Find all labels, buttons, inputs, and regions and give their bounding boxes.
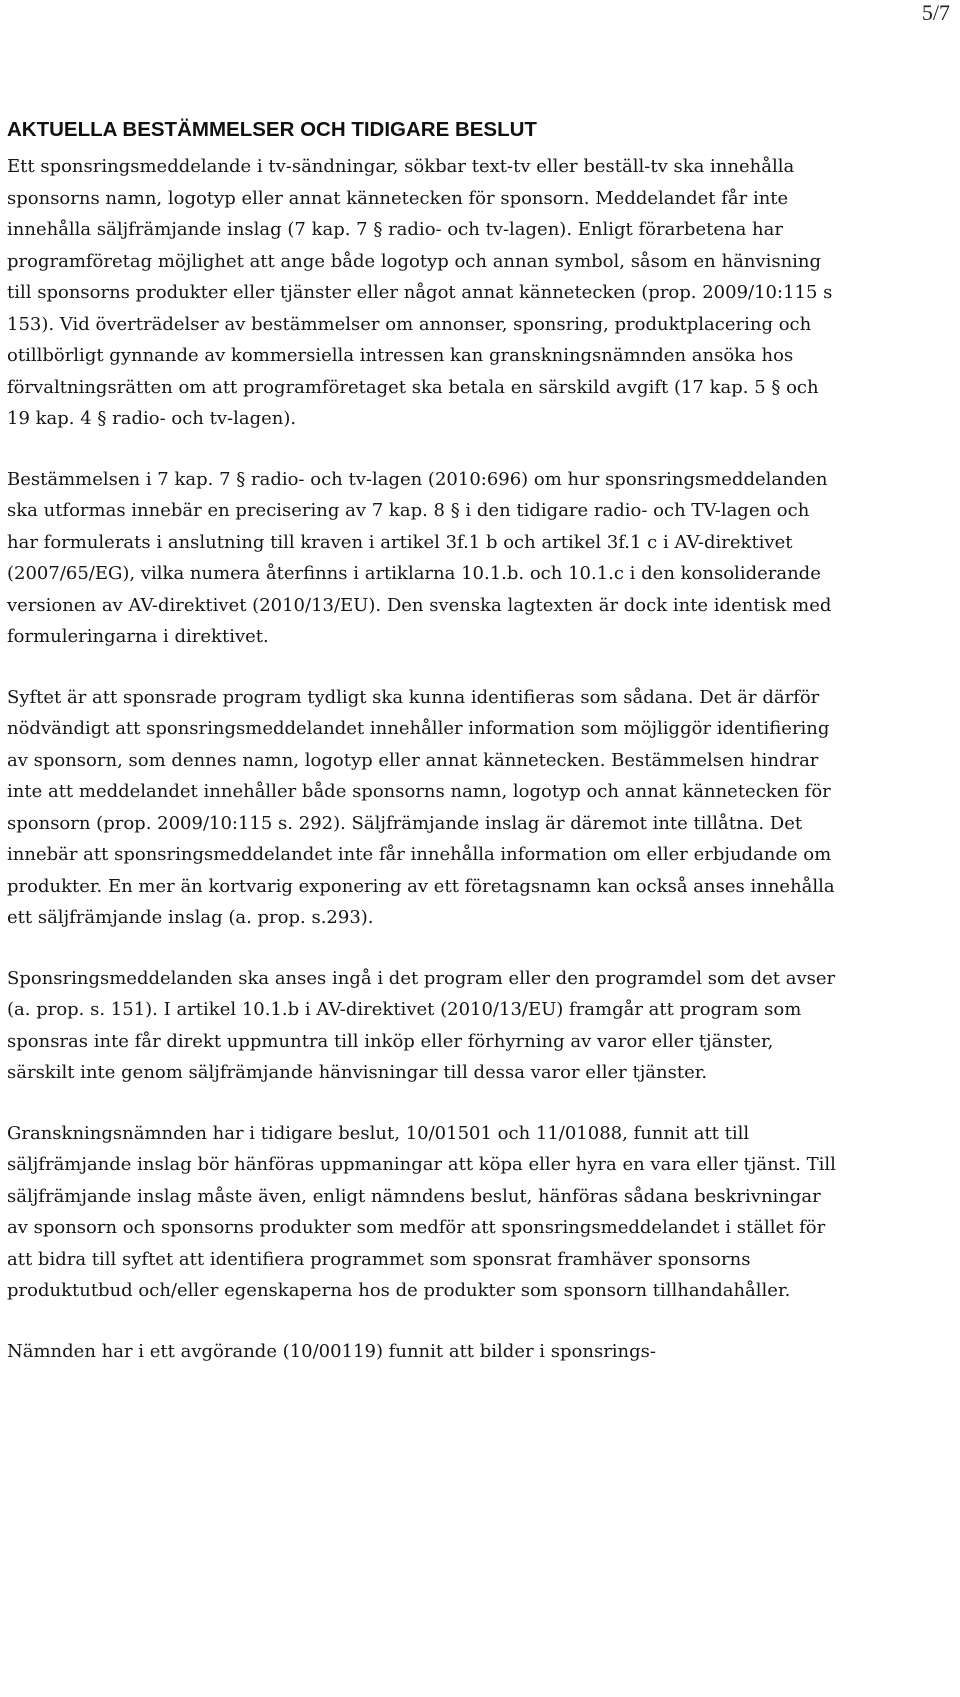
paragraph-sponsorship-rules: Ett sponsringsmeddelande i tv-sändningar, sökbar text-tv eller beställ-tv ska innehålla sponsorns namn, logotyp eller annat kännetecken för sponsorn. Meddelandet får inte innehålla säljfrämjande inslag (7 kap. 7 § radio- och tv-lagen). Enligt förarbetena har programföretag möjlighet att ange både logotyp och annan symbol, såsom en hänvisning till sponsorns produkter eller tjänster eller något annat kännetecken (prop. 2009/10:115 s 153). Vid överträdelser av bestämmelser om annonser, sponsring, produktplacering och otillbörligt gynnande av kommersiella intressen kan granskningsnämnden ansöka hos förvaltningsrätten om att programföretaget ska betala en särskild avgift (17 kap. 5 § och 19 kap. 4 § radio- och tv-lagen). [7, 156, 833, 429]
paragraph-provision-background: Bestämmelsen i 7 kap. 7 § radio- och tv-lagen (2010:696) om hur sponsringsmeddelanden ska utformas innebär en precisering av 7 kap. 8 § i den tidigare radio- och TV-lagen och har formulerats i anslutning till kraven i artikel 3f.1 b och artikel 3f.1 c i AV-direktivet (2007/65/EG), vilka numera återfinns i artiklarna 10.1.b. och 10.1.c i den konsoliderande versionen av AV-direktivet (2010/13/EU). Den svenska lagtexten är dock inte identisk med formuleringarna i direktivet. [7, 468, 832, 647]
paragraph-program-inclusion: Sponsringsmeddelanden ska anses ingå i det program eller den programdel som det avser (a. prop. s. 151). I artikel 10.1.b i AV-direktivet (2010/13/EU) framgår att program som sponsras inte får direkt uppmuntra till inköp eller förhyrning av varor eller tjänster, särskilt inte genom säljfrämjande hänvisningar till dessa varor eller tjänster. [7, 967, 836, 1083]
section-heading: AKTUELLA BESTÄMMELSER OCH TIDIGARE BESLUT [7, 118, 537, 141]
paragraph-purpose: Syftet är att sponsrade program tydligt ska kunna identifieras som sådana. Det är därför nödvändigt att sponsringsmeddelandet innehåller information som möjliggör identifiering av sponsorn, som dennes namn, logotyp eller annat kännetecken. Bestämmelsen hindrar inte att meddelandet innehåller både sponsorns namn, logotyp och annat kännetecken för sponsorn (prop. 2009/10:115 s. 292). Säljfrämjande inslag är däremot inte tillåtna. Det innebär att sponsringsmeddelandet inte får innehålla information om eller erbjudande om produkter. En mer än kortvarig exponering av ett företagsnamn kan också anses innehålla ett säljfrämjande inslag (a. prop. s.293). [7, 686, 835, 928]
document-body [7, 117, 845, 1396]
paragraph-previous-decisions: Granskningsnämnden har i tidigare beslut, 10/01501 och 11/01088, funnit att till säljfrämjande inslag bör hänföras uppmaningar att köpa eller hyra en vara eller tjänst. Till säljfrämjande inslag måste även, enligt nämndens beslut, hänföras sådana beskrivningar av sponsorn och sponsorns produkter som medför att sponsringsmeddelandet i stället för att bidra till syftet att identifiera programmet som sponsrat framhäver sponsorns produktutbud och/eller egenskaperna hos de produkter som sponsorn tillhandahåller. [7, 1122, 836, 1301]
paragraph-continuation: Nämnden har i ett avgörande (10/00119) funnit att bilder i sponsrings- [7, 1340, 656, 1362]
page-number: 5/7 [921, 0, 950, 25]
